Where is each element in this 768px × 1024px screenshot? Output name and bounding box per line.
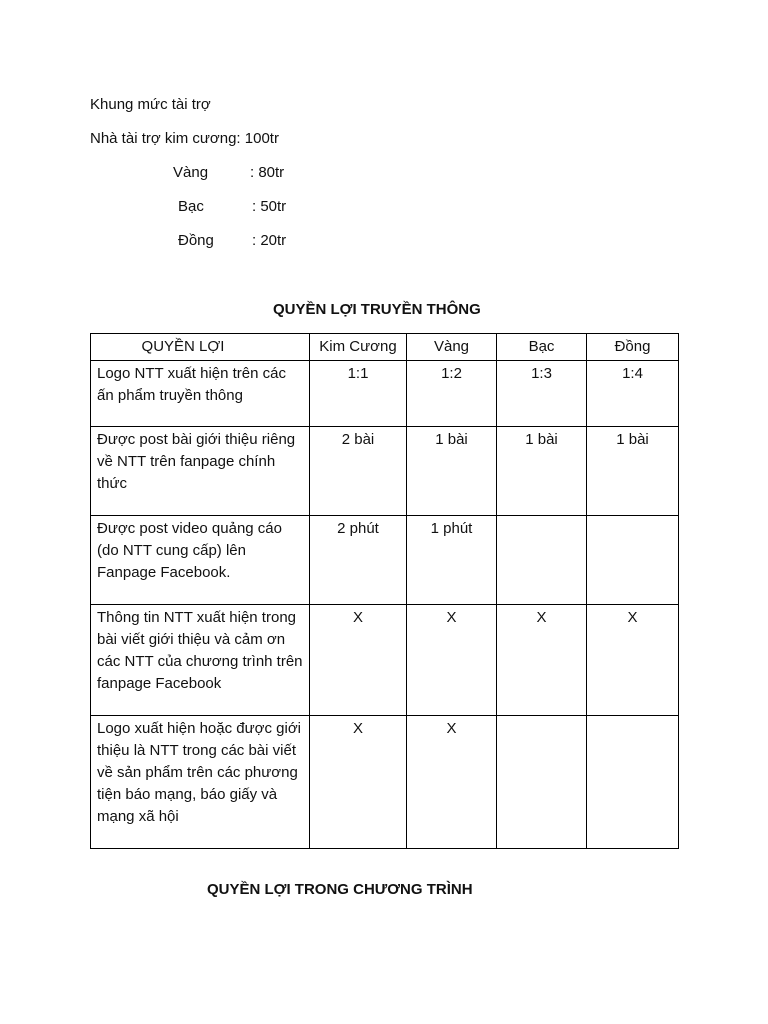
value-cell: 1:3 <box>497 361 587 427</box>
benefit-cell: Thông tin NTT xuất hiện trong bài viết giới thiệu và cảm ơn các NTT của chương trình trên fanpage Facebook <box>91 605 310 716</box>
benefit-cell: Được post video quảng cáo (do NTT cung cấp) lên Fanpage Facebook. <box>91 516 310 605</box>
benefit-cell: Logo xuất hiện hoặc được giới thiệu là NTT trong các bài viết về sản phẩm trên các phương tiện báo mạng, báo giấy và mạng xã hội <box>91 716 310 849</box>
table-row <box>91 427 679 516</box>
value-cell: X <box>497 605 587 716</box>
value-cell: 1 bài <box>497 427 587 516</box>
tier-name-gold: Vàng <box>173 164 209 181</box>
tier-amount-gold: : 80tr <box>250 164 285 181</box>
value-cell: X <box>587 605 679 716</box>
header-diamond: Kim Cương <box>310 334 407 361</box>
header-silver: Bạc <box>497 334 587 361</box>
value-cell <box>497 716 587 849</box>
value-cell: 1:1 <box>310 361 407 427</box>
intro-lead: Nhà tài trợ kim cương: 100tr <box>90 130 279 147</box>
table-row <box>91 361 679 427</box>
value-cell: 1 bài <box>587 427 679 516</box>
value-cell: X <box>407 716 497 849</box>
table-row <box>91 716 679 849</box>
value-cell: X <box>310 716 407 849</box>
value-cell: 1 phút <box>407 516 497 605</box>
header-bronze: Đồng <box>587 334 679 361</box>
tier-name-bronze: Đồng <box>178 232 214 249</box>
benefits-table <box>90 333 679 849</box>
value-cell <box>587 716 679 849</box>
benefit-cell: Được post bài giới thiệu riêng về NTT trên fanpage chính thức <box>91 427 310 516</box>
value-cell: 1:2 <box>407 361 497 427</box>
value-cell: X <box>310 605 407 716</box>
table-header-row <box>91 334 679 361</box>
value-cell: 2 phút <box>310 516 407 605</box>
value-cell: 2 bài <box>310 427 407 516</box>
benefit-cell: Logo NTT xuất hiện trên các ấn phẩm truyền thông <box>91 361 310 427</box>
value-cell: 1:4 <box>587 361 679 427</box>
header-benefit: QUYỀN LỢI <box>91 334 310 361</box>
section-heading-program-benefits: QUYỀN LỢI TRONG CHƯƠNG TRÌNH <box>207 881 473 898</box>
tier-amount-bronze: : 20tr <box>252 232 287 249</box>
value-cell <box>587 516 679 605</box>
value-cell <box>497 516 587 605</box>
tier-name-silver: Bạc <box>178 198 204 215</box>
intro-title: Khung mức tài trợ <box>90 96 211 113</box>
value-cell: 1 bài <box>407 427 497 516</box>
tier-amount-silver: : 50tr <box>252 198 287 215</box>
table-row <box>91 516 679 605</box>
table-row <box>91 605 679 716</box>
section-heading-media-benefits: QUYỀN LỢI TRUYỀN THÔNG <box>273 301 481 318</box>
header-gold: Vàng <box>407 334 497 361</box>
value-cell: X <box>407 605 497 716</box>
